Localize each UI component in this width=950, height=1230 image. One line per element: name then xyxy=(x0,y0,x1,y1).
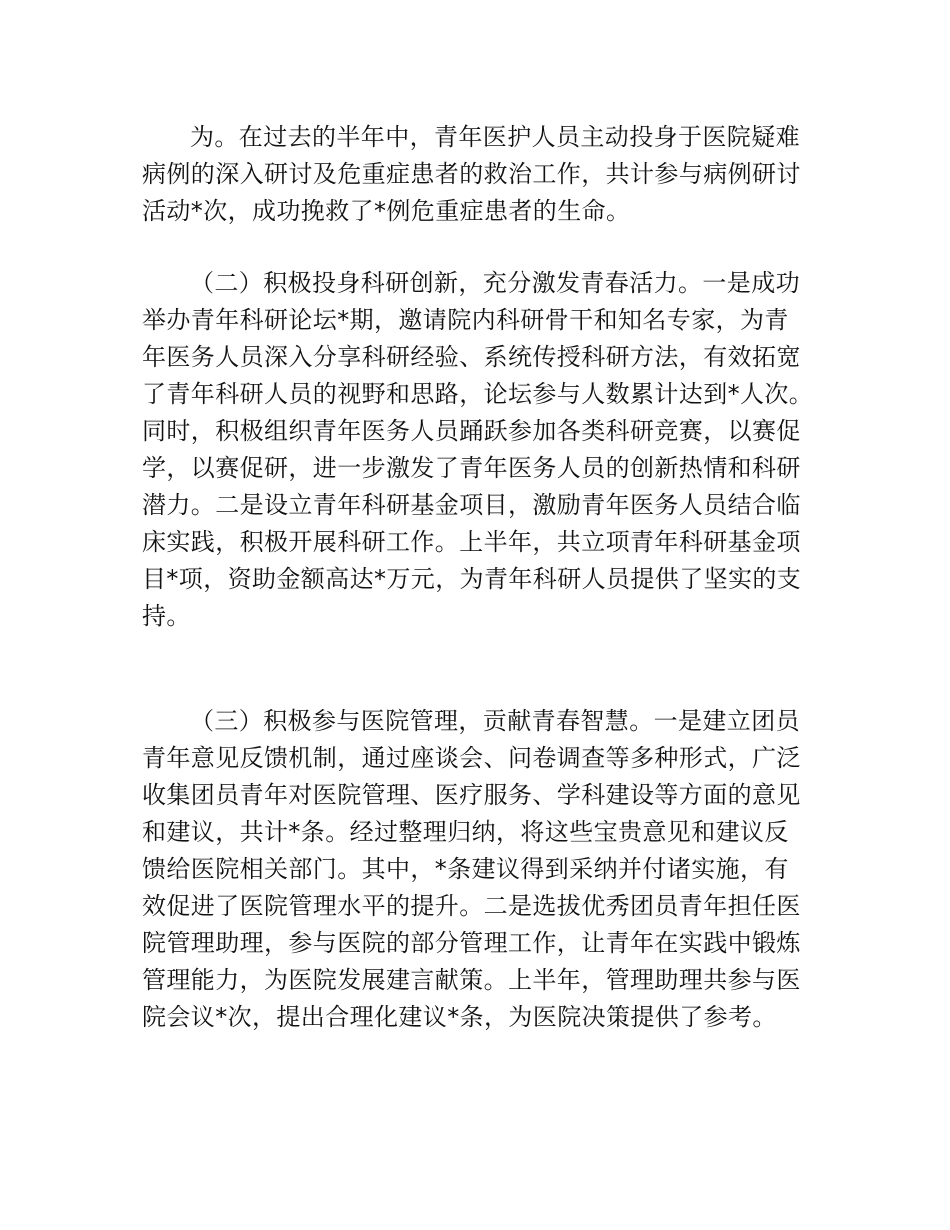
paragraph-line: （三）积极参与医院管理，贡献青春智慧。一是建立团员 xyxy=(190,707,800,735)
paragraph-line: 馈给医院相关部门。其中，*条建议得到采纳并付诸实施，有 xyxy=(142,855,789,883)
paragraph-2 xyxy=(142,265,822,635)
paragraph-1 xyxy=(142,119,822,230)
paragraph-line: 院会议*次，提出合理化建议*条，为医院决策提供了参考。 xyxy=(142,1003,777,1031)
paragraph-line: 床实践，积极开展科研工作。上半年，共立项青年科研基金项 xyxy=(142,528,801,556)
paragraph-line: 年医务人员深入分享科研经验、系统传授科研方法，有效拓宽 xyxy=(142,343,801,371)
paragraph-line: 为。在过去的半年中，青年医护人员主动投身于医院疑难 xyxy=(190,123,800,151)
paragraph-line: 目*项，资助金额高达*万元，为青年科研人员提供了坚实的支 xyxy=(142,565,802,593)
paragraph-line: 和建议，共计*条。经过整理归纳，将这些宝贵意见和建议反 xyxy=(142,818,789,846)
paragraph-line: 管理能力，为医院发展建言献策。上半年，管理助理共参与医 xyxy=(142,966,801,994)
paragraph-line: 病例的深入研讨及危重症患者的救治工作，共计参与病例研讨 xyxy=(142,160,801,188)
paragraph-line: 持。 xyxy=(142,602,191,630)
paragraph-line: 同时，积极组织青年医务人员踊跃参加各类科研竞赛，以赛促 xyxy=(142,417,801,445)
paragraph-3 xyxy=(142,703,822,1036)
paragraph-line: 活动*次，成功挽救了*例危重症患者的生命。 xyxy=(142,197,631,225)
paragraph-line: 收集团员青年对医院管理、医疗服务、学科建设等方面的意见 xyxy=(142,781,801,809)
paragraph-line: 潜力。二是设立青年科研基金项目，激励青年医务人员结合临 xyxy=(142,491,801,519)
paragraph-line: 了青年科研人员的视野和思路，论坛参与人数累计达到*人次。 xyxy=(142,380,814,408)
paragraph-line: 院管理助理，参与医院的部分管理工作，让青年在实践中锻炼 xyxy=(142,929,801,957)
paragraph-line: 学，以赛促研，进一步激发了青年医务人员的创新热情和科研 xyxy=(142,454,801,482)
paragraph-line: （二）积极投身科研创新，充分激发青春活力。一是成功 xyxy=(190,269,800,297)
paragraph-line: 青年意见反馈机制，通过座谈会、问卷调查等多种形式，广泛 xyxy=(142,744,801,772)
paragraph-line: 效促进了医院管理水平的提升。二是选拔优秀团员青年担任医 xyxy=(142,892,801,920)
paragraph-line: 举办青年科研论坛*期，邀请院内科研骨干和知名专家，为青 xyxy=(142,306,789,334)
